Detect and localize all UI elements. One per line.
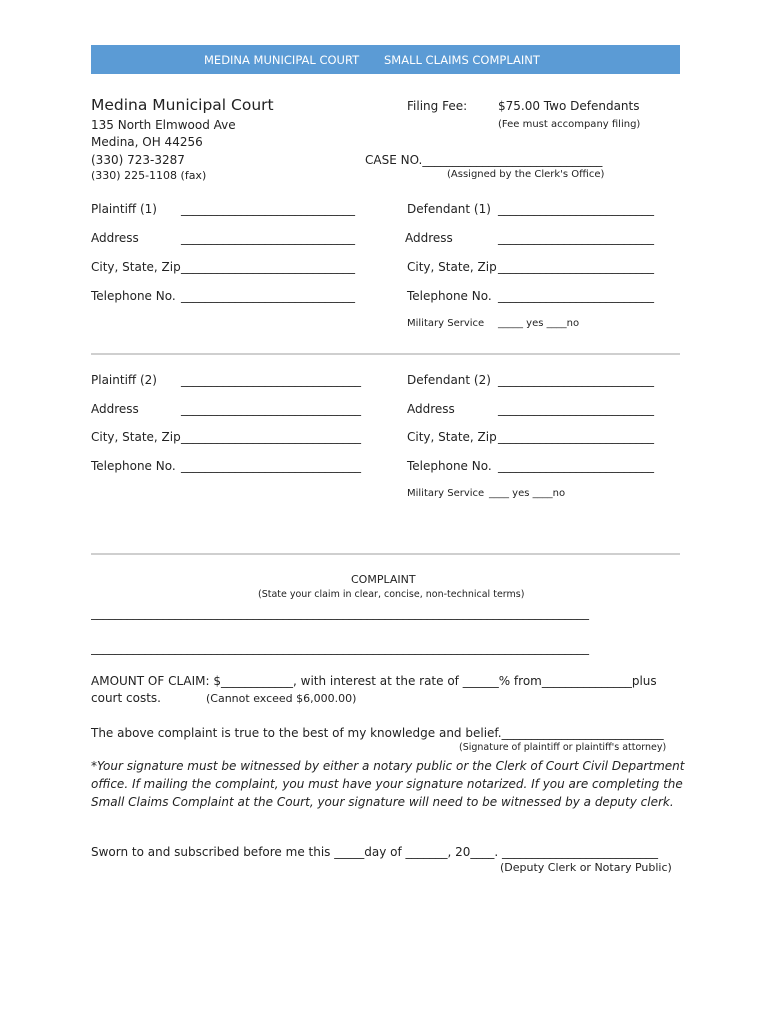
court-name: Medina Municipal Court — [91, 96, 274, 114]
claim-cap-note: (Cannot exceed $6,000.00) — [206, 692, 357, 705]
filing-fee-amount: $75.00 Two Defendants — [498, 99, 640, 113]
affirmation-signature-field[interactable]: The above complaint is true to the best of my knowledge and belief.___________________________ — [91, 726, 664, 740]
defendant1-telephone-label: Telephone No. — [407, 289, 492, 303]
defendant1-military-label: Military Service — [407, 318, 485, 329]
defendant1-city-field[interactable]: __________________________ — [498, 260, 654, 274]
defendant1-military-field[interactable]: _____ yes ____no — [498, 318, 580, 329]
complaint-subtitle: (State your claim in clear, concise, non-technical terms) — [258, 589, 525, 600]
defendant2-name-field[interactable]: __________________________ — [498, 373, 654, 387]
sworn-statement-field[interactable]: Sworn to and subscribed before me this _____day of _______, 20____. __________________________ — [91, 845, 659, 859]
defendant1-label: Defendant (1) — [407, 202, 491, 216]
defendant2-telephone-field[interactable]: __________________________ — [498, 459, 654, 473]
defendant2-address-label: Address — [407, 402, 455, 416]
defendant2-military-label: Military Service — [407, 488, 485, 499]
case-number-note: (Assigned by the Clerk's Office) — [447, 169, 605, 180]
plaintiff1-address-label: Address — [91, 231, 139, 245]
plaintiff1-city-label: City, State, Zip — [91, 260, 181, 274]
plaintiff1-name-field[interactable]: _____________________________ — [181, 202, 355, 216]
header-form-title: SMALL CLAIMS COMPLAINT — [384, 53, 540, 67]
plaintiff2-telephone-field[interactable]: ______________________________ — [181, 459, 361, 473]
defendant1-address-label: Address — [405, 231, 453, 245]
defendant2-telephone-label: Telephone No. — [407, 459, 492, 473]
signature-note: (Signature of plaintiff or plaintiff's attorney) — [459, 742, 667, 753]
defendant2-city-label: City, State, Zip — [407, 430, 497, 444]
filing-fee-label: Filing Fee: — [407, 99, 468, 113]
case-number-field[interactable]: CASE NO.______________________________ — [365, 153, 603, 167]
defendant2-label: Defendant (2) — [407, 373, 491, 387]
defendant2-city-field[interactable]: __________________________ — [498, 430, 654, 444]
complaint-title: COMPLAINT — [351, 573, 416, 586]
section-divider — [91, 353, 680, 355]
defendant1-address-field[interactable]: __________________________ — [498, 231, 654, 245]
defendant1-city-label: City, State, Zip — [407, 260, 497, 274]
plaintiff2-label: Plaintiff (2) — [91, 373, 157, 387]
defendant2-address-field[interactable]: __________________________ — [498, 402, 654, 416]
plaintiff1-city-field[interactable]: _____________________________ — [181, 260, 355, 274]
plaintiff2-name-field[interactable]: ______________________________ — [181, 373, 361, 387]
court-address-line1: 135 North Elmwood Ave — [91, 118, 236, 132]
header-court-name: MEDINA MUNICIPAL COURT — [204, 53, 360, 67]
amount-of-claim-field[interactable]: AMOUNT OF CLAIM: $____________, with interest at the rate of ______% from_______________plus — [91, 674, 657, 688]
plaintiff2-city-label: City, State, Zip — [91, 430, 181, 444]
defendant1-telephone-field[interactable]: __________________________ — [498, 289, 654, 303]
court-address-line2: Medina, OH 44256 — [91, 135, 203, 149]
plaintiff1-address-field[interactable]: _____________________________ — [181, 231, 355, 245]
plaintiff2-city-field[interactable]: ______________________________ — [181, 430, 361, 444]
plaintiff2-address-field[interactable]: ______________________________ — [181, 402, 361, 416]
notary-note: (Deputy Clerk or Notary Public) — [500, 861, 672, 874]
court-phone: (330) 723-3287 — [91, 153, 185, 167]
plaintiff2-telephone-label: Telephone No. — [91, 459, 176, 473]
plaintiff2-address-label: Address — [91, 402, 139, 416]
plaintiff1-telephone-field[interactable]: _____________________________ — [181, 289, 355, 303]
plaintiff1-telephone-label: Telephone No. — [91, 289, 176, 303]
defendant2-military-field[interactable]: ____ yes ____no — [489, 488, 566, 499]
court-fax: (330) 225-1108 (fax) — [91, 169, 207, 182]
section-divider — [91, 553, 680, 555]
witness-warning: *Your signature must be witnessed by either a notary public or the Clerk of Court Civil Department office. If mailing the complaint, you must have your signature notarized. If you are completing the Small Claims Complaint at the Court, your signature will need to be witnessed by a deputy clerk. — [91, 759, 685, 809]
complaint-line-1[interactable]: ___________________________________________________________________________________ — [91, 606, 589, 620]
plaintiff1-label: Plaintiff (1) — [91, 202, 157, 216]
defendant1-name-field[interactable]: __________________________ — [498, 202, 654, 216]
filing-fee-note: (Fee must accompany filing) — [498, 119, 641, 130]
court-costs-label: court costs. — [91, 691, 161, 705]
complaint-line-2[interactable]: ___________________________________________________________________________________ — [91, 641, 589, 655]
form-header-bar — [91, 45, 680, 74]
